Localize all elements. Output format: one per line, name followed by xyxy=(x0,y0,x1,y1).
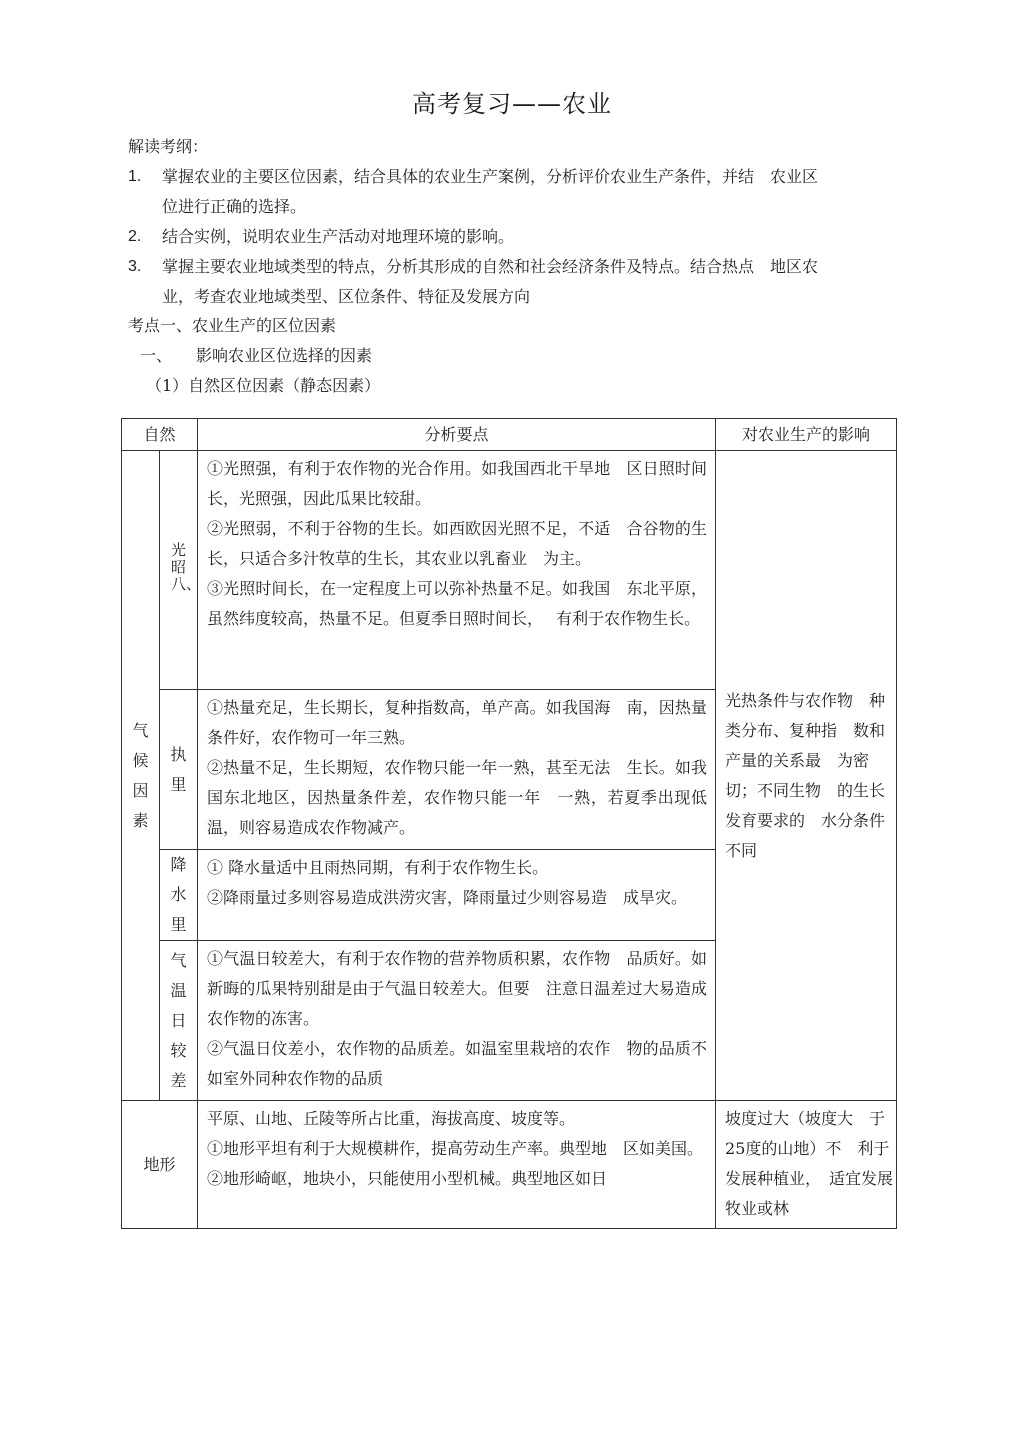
diurnal-label-cell xyxy=(160,941,198,1101)
terrain-label: 地形 xyxy=(143,1154,176,1174)
light-point-3: ③光照时间长，在一定程度上可以弥补热量不足。如我国 东北平原，虽然纬度较高，热量不足。但夏季日照时间长， 有利于农作物生长。 xyxy=(207,579,708,628)
subsection-heading: 一、 影响农业区位选择的因素 xyxy=(140,346,373,365)
page-title: 高考复习——农业 xyxy=(412,90,612,118)
light-label: 光昭八、 xyxy=(171,540,202,593)
terrain-analysis-cell xyxy=(198,1101,716,1229)
rain-point-2: ②降雨量过多则容易造成洪涝灾害，降雨量过少则容易造 成旱灾。 xyxy=(207,888,688,907)
item-2-line-1: 结合实例，说明农业生产活动对地理环境的影响。 xyxy=(162,227,515,246)
diurnal-label: 气温日较差 xyxy=(170,950,187,1090)
item-3-line-1: 掌握主要农业地域类型的特点，分析其形成的自然和社会经济条件及特点。结合热点 地区农 xyxy=(162,257,819,276)
item-1-number: 1. xyxy=(128,168,142,185)
item-1-line-1: 掌握农业的主要区位因素，结合具体的农业生产案例，分析评价农业生产条件，并结 农业区 xyxy=(162,167,819,186)
item-2-number: 2. xyxy=(128,228,142,245)
item-3-number: 3. xyxy=(128,258,142,275)
climate-impact-cell xyxy=(716,451,897,1101)
heat-point-1: ①热量充足，生长期长，复种指数高，单产高。如我国海 南，因热量条件好，农作物可一年三熟。 xyxy=(207,698,708,747)
terrain-impact-cell xyxy=(716,1101,897,1229)
heat-label-cell xyxy=(160,690,198,850)
table-header-row xyxy=(122,419,897,451)
header-natural: 自然 xyxy=(122,419,198,451)
light-point-1: ①光照强，有利于农作物的光合作用。如我国西北干旱地 区日照时间长，光照强，因此瓜果比较甜。 xyxy=(207,459,708,508)
table-row-terrain xyxy=(122,1101,897,1229)
header-impact: 对农业生产的影响 xyxy=(716,419,897,451)
terrain-point-0: 平原、山地、丘陵等所占比重，海拔高度、坡度等。 xyxy=(207,1109,576,1128)
diurnal-point-2: ②气温日伩差小，农作物的品质差。如温室里栽培的农作 物的品质不如室外同种农作物的品质 xyxy=(207,1039,708,1088)
climate-label-cell xyxy=(122,451,160,1101)
heat-analysis-cell xyxy=(198,690,716,850)
diurnal-analysis-cell xyxy=(198,941,716,1101)
diurnal-point-1: ①气温日较差大，有利于农作物的营养物质积累，农作物 品质好。如新晦的瓜果特别甜是由于气温日较差大。但要 注意日温差过大易造成农作物的冻害。 xyxy=(207,949,708,1028)
light-point-2: ②光照弱，不利于谷物的生长。如西欧因光照不足，不适 合谷物的生长，只适合多汁牧草的生长，其农业以乳畜业 为主。 xyxy=(207,519,708,568)
terrain-point-2: ②地形崎岖，地块小，只能使用小型机械。典型地区如日 xyxy=(207,1169,608,1188)
climate-impact-text: 光热条件与农作物 种类分布、复种指 数和产量的关系最 为密切；不同生物 的生长发育要求的 水分条件不同 xyxy=(725,690,886,860)
item-3-line-2: 业，考查农业地域类型、区位条件、特征及发展方向 xyxy=(162,287,531,306)
rain-point-1: ① 降水量适中且雨热同期，有利于农作物生长。 xyxy=(207,858,549,877)
rain-label: 降水里 xyxy=(170,855,187,934)
subsubsection-heading: （1）自然区位因素（静态因素） xyxy=(146,376,381,395)
table-row-light xyxy=(122,451,897,690)
light-analysis-cell xyxy=(198,451,716,690)
heat-point-2: ②热量不足，生长期短，农作物只能一年一熟，甚至无法 生长。如我国东北地区，因热量条件差，农作物只能一年 一熟，若夏季出现低温，则容易造成农作物减产。 xyxy=(207,758,708,837)
climate-label: 气候因素 xyxy=(132,720,149,830)
terrain-point-1: ①地形平坦有利于大规模耕作，提高劳动生产率。典型地 区如美国。 xyxy=(207,1139,704,1158)
factors-table xyxy=(121,418,897,1229)
syllabus-heading: 解读考纲： xyxy=(128,137,209,156)
heat-label: 执里 xyxy=(170,744,187,794)
header-analysis: 分析要点 xyxy=(198,419,716,451)
terrain-impact-text: 坡度过大（坡度大 于25度的山地）不 利于发展种植业， 适宜发展牧业或林 xyxy=(725,1109,894,1218)
item-1-line-2: 位进行正确的选择。 xyxy=(162,197,307,216)
rain-analysis-cell xyxy=(198,850,716,941)
light-label-cell xyxy=(160,451,202,690)
section-heading: 考点一、农业生产的区位因素 xyxy=(128,316,337,335)
rain-label-cell xyxy=(160,850,198,941)
terrain-label-cell xyxy=(122,1101,198,1229)
